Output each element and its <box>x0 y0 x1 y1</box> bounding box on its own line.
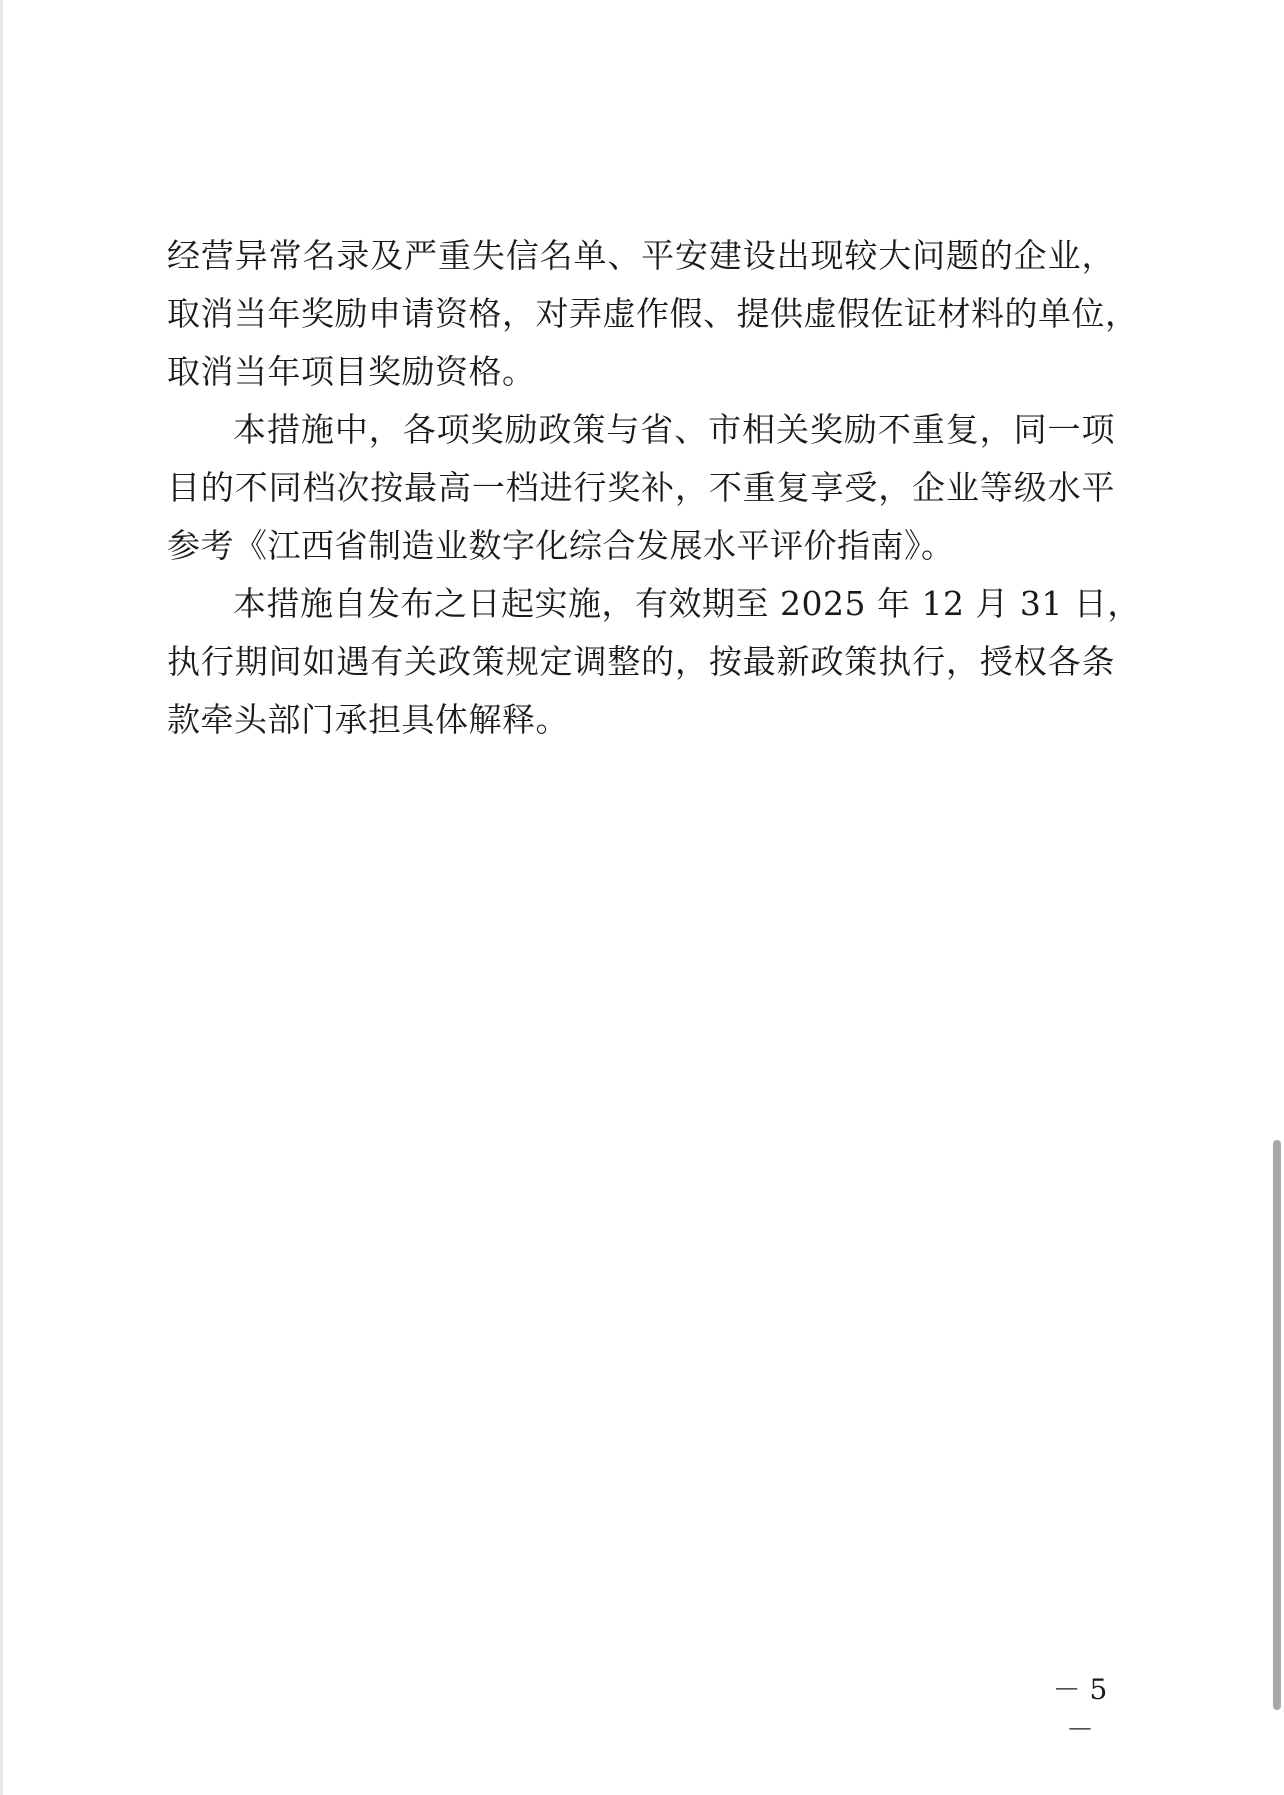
text-line: 本措施中，各项奖励政策与省、市相关奖励不重复，同一项 <box>233 410 1115 449</box>
text-line: 款牵头部门承担具体解释。 <box>167 700 569 739</box>
page-left-edge <box>0 0 3 1795</box>
paragraph-1 <box>167 227 1139 401</box>
scrollbar-thumb[interactable] <box>1273 1140 1281 1710</box>
paragraph-3 <box>167 575 1141 749</box>
page-number: － 5 － <box>1052 1673 1108 1746</box>
text-line: 本措施自发布之日起实施，有效期至 2025 年 12 月 31 日， <box>233 584 1141 623</box>
text-line: 目的不同档次按最高一档进行奖补，不重复享受，企业等级水平 <box>167 468 1115 507</box>
paragraph-2 <box>167 401 1115 575</box>
text-line: 取消当年奖励申请资格，对弄虚作假、提供虚假佐证材料的单位， <box>167 294 1139 333</box>
text-line: 执行期间如遇有关政策规定调整的，按最新政策执行，授权各条 <box>167 642 1115 681</box>
vertical-scrollbar[interactable] <box>1270 0 1284 1795</box>
text-line: 参考《江西省制造业数字化综合发展水平评价指南》。 <box>167 526 955 565</box>
document-body <box>167 227 1141 749</box>
text-line: 取消当年项目奖励资格。 <box>167 352 536 391</box>
text-line: 经营异常名录及严重失信名单、平安建设出现较大问题的企业， <box>167 236 1115 275</box>
